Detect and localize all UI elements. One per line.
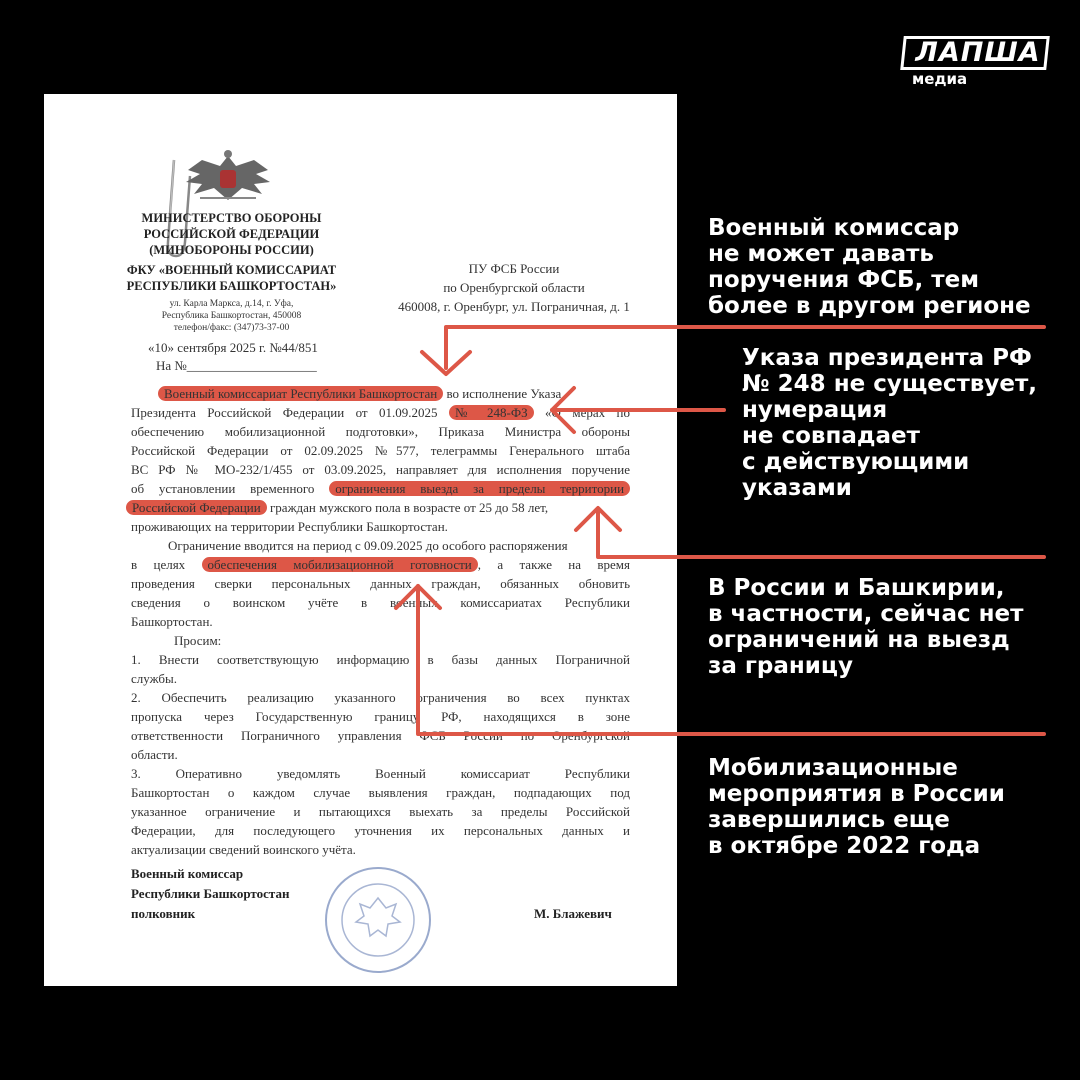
body-line: 3. Оперативно уведомлять Военный комиссариат Республики <box>131 766 630 781</box>
highlight-commissariat: Военный комиссариат Республики Башкортостан <box>158 386 443 401</box>
highlight-decree-number: № 248-ФЗ <box>449 405 534 420</box>
note-commissar: Военный комиссар не может давать поручения ФСБ, тем более в другом регионе <box>708 215 1031 319</box>
sender-address: ул. Карла Маркса, д.14, г. Уфа, Республика Башкортостан, 450008 телефон/факс: (347)73-37-00 <box>161 299 302 333</box>
note-decree: Указа президента РФ № 248 не существует, нумерация не совпадает с действующими указами <box>742 345 1038 501</box>
body-line: области. <box>131 747 178 762</box>
body-line: пропуска через Государственную границу РФ, находящихся в зоне <box>131 709 630 724</box>
body-line: Башкортостан. <box>131 614 213 629</box>
body-line: актуализации сведений воинского учёта. <box>131 842 356 857</box>
body-line: Федерации, для последующего уточнения их персональных данных и <box>131 823 630 838</box>
body-line: проведения сверки персональных данных граждан, обязанных обновить <box>131 576 630 591</box>
body-line: Российской Федерации граждан мужского пола в возрасте от 25 до 58 лет, <box>126 498 548 517</box>
body-line: Просим: <box>174 633 222 648</box>
body-line: проживающих на территории Республики Башкортостан. <box>131 519 448 534</box>
body-line: Башкортостан о каждом случае выявления граждан, подпадающих под <box>131 785 630 800</box>
signer-name: М. Блажевич <box>534 906 612 921</box>
highlight-russian-federation: Российской Федерации <box>126 500 267 515</box>
highlight-mobilization-readiness: обеспечения мобилизационной готовности <box>202 557 478 572</box>
body-line: ответственности Пограничного управления ФСБ России по Оренбургской <box>131 728 630 743</box>
date-line: «10» сентября 2025 г. №44/851 <box>148 340 318 355</box>
body-line: 1. Внести соответствующую информацию в базы данных Пограничной <box>131 652 630 667</box>
body-line: в целях обеспечения мобилизационной готовности , а также на время <box>131 557 630 572</box>
document-page <box>44 94 677 986</box>
coat-of-arms-emblem <box>180 148 276 208</box>
logo-subtitle: медиа <box>912 70 968 88</box>
note-no-restrictions: В России и Башкирии, в частности, сейчас нет ограничений на выезд за границу <box>708 575 1024 679</box>
body-line: Президента Российской Федерации от 01.09.2025 № 248-ФЗ «О мерах по <box>131 405 631 420</box>
sender-heading: ФКУ «ВОЕННЫЙ КОМИССАРИАТ РЕСПУБЛИКИ БАШКОРТОСТАН» <box>126 263 337 293</box>
reference-line: На №____________________ <box>156 358 317 373</box>
signer-block: Военный комиссар Республики Башкортостан полковник <box>131 866 290 921</box>
body-line: сведения о воинском учёте в военных комиссариатах Республики <box>131 595 630 610</box>
recipient-block: ПУ ФСБ России по Оренбургской области 460008, г. Оренбург, ул. Пограничная, д. 1 <box>398 261 630 314</box>
body-line: службы. <box>131 671 177 686</box>
body-line: Военный комиссариат Республики Башкортостан во исполнение Указа <box>158 384 561 403</box>
brand-logo <box>902 36 1052 90</box>
body-line: об установлении временного ограничения выезда за пределы территории <box>131 479 630 498</box>
body-line: Ограничение вводится на период с 09.09.2025 до особого распоряжения <box>168 538 568 553</box>
official-stamp <box>322 864 434 976</box>
body-line: 2. Обеспечить реализацию указанного ограничения во всех пунктах <box>131 690 630 705</box>
note-mobilization-ended: Мобилизационные мероприятия в России завершились еще в октябре 2022 года <box>708 755 1005 859</box>
body-line: обеспечению мобилизационной подготовки», Приказа Министра обороны <box>131 424 630 439</box>
ministry-heading: МИНИСТЕРСТВО ОБОРОНЫ РОССИЙСКОЙ ФЕДЕРАЦИИ (МИНОБОРОНЫ РОССИИ) <box>141 211 322 257</box>
highlight-exit-restriction: ограничения выезда за пределы территории <box>329 481 630 496</box>
logo-title: ЛАПША <box>915 37 1041 68</box>
body-line: указанное ограничение и пытающихся выехать за пределы Российской <box>131 804 630 819</box>
body-line: ВС РФ № МО-232/1/455 от 03.09.2025, направляет для исполнения поручение <box>131 462 630 477</box>
body-line: Российской Федерации от 02.09.2025 №577, телеграммы Генерального штаба <box>131 443 630 458</box>
